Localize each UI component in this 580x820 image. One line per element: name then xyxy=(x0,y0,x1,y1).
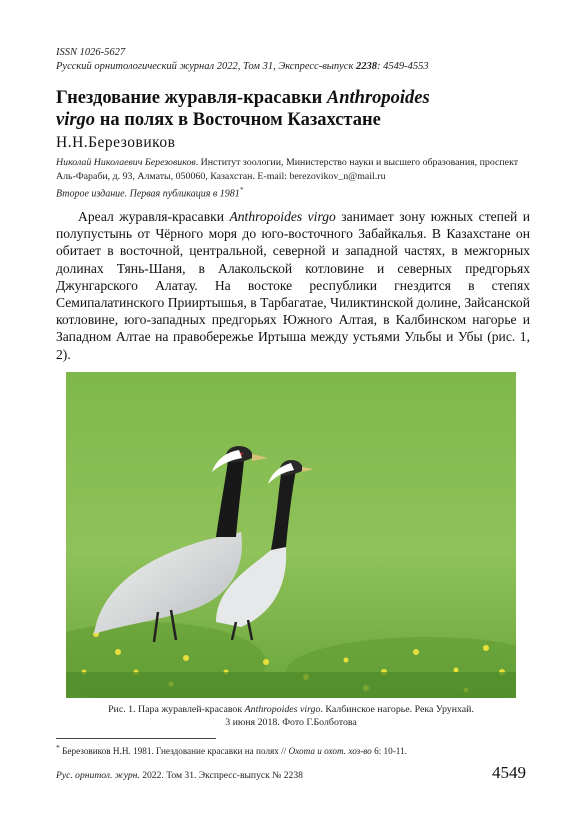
page-footer: Рус. орнитол. журн. 2022. Том 31. Экспресс-выпуск № 2238 xyxy=(56,770,303,781)
footnote: * Березовиков Н.Н. 1981. Гнездование красавки на полях // Охота и охот. хоз-во 6: 10-11. xyxy=(56,743,407,757)
second-edition-note: Второе издание. Первая публикация в 1981* xyxy=(56,186,244,200)
journal-header xyxy=(56,46,429,74)
author-affiliation: Николай Николаевич Березовиков. Институт зоологии, Министерство науки и высшего образования, проспект Аль-Фараби, д. 93, Алматы, 050060, Казахстан. E-mail: berezovikov_n@mail.ru xyxy=(56,157,519,182)
figure-caption: Рис. 1. Пара журавлей-красавок Anthropoides virgo. Калбинское нагорье. Река Урунхай. 3 июня 2018. Фото Г.Болботова xyxy=(108,704,474,728)
issue-number: 2238 xyxy=(356,61,377,72)
journal-line: Русский орнитологический журнал 2022, Том 31, Экспресс-выпуск 2238: 4549-4553 xyxy=(56,61,429,72)
photo-illustration xyxy=(66,372,516,698)
footnote-divider xyxy=(56,738,216,739)
author-name: Н.Н.Березовиков xyxy=(56,134,176,151)
body-paragraph: Ареал журавля-красавки Anthropoides virgo занимает зону южных степей и полупустынь от Чёрного моря до юго-восточного Забайкалья. В Казахстане он обитает в восточной, центральной, северной и западной частях, в межгорных долинах Тянь-Шаня, в Алакольской котловине и северных предгорьях Джунгарского Алатау. На востоке республики гнездится в степях Семипалатинского Прииртышья, в Тарбагатае, Чиликтинской долине, Зайсанской котловине, юго-западных предгорьях Южного Алтая, в Калбинском нагорье и Западном Алтае на правобережье Иртыша между устьями Ульбы и Убы (рис. 1, 2). xyxy=(56,209,530,362)
issn: ISSN 1026-5627 xyxy=(56,47,126,58)
crane-photo xyxy=(66,372,516,698)
article-title: Гнездование журавля-красавки Anthropoides virgo на полях в Восточном Казахстане xyxy=(56,88,430,130)
page-number: 4549 xyxy=(492,763,526,782)
